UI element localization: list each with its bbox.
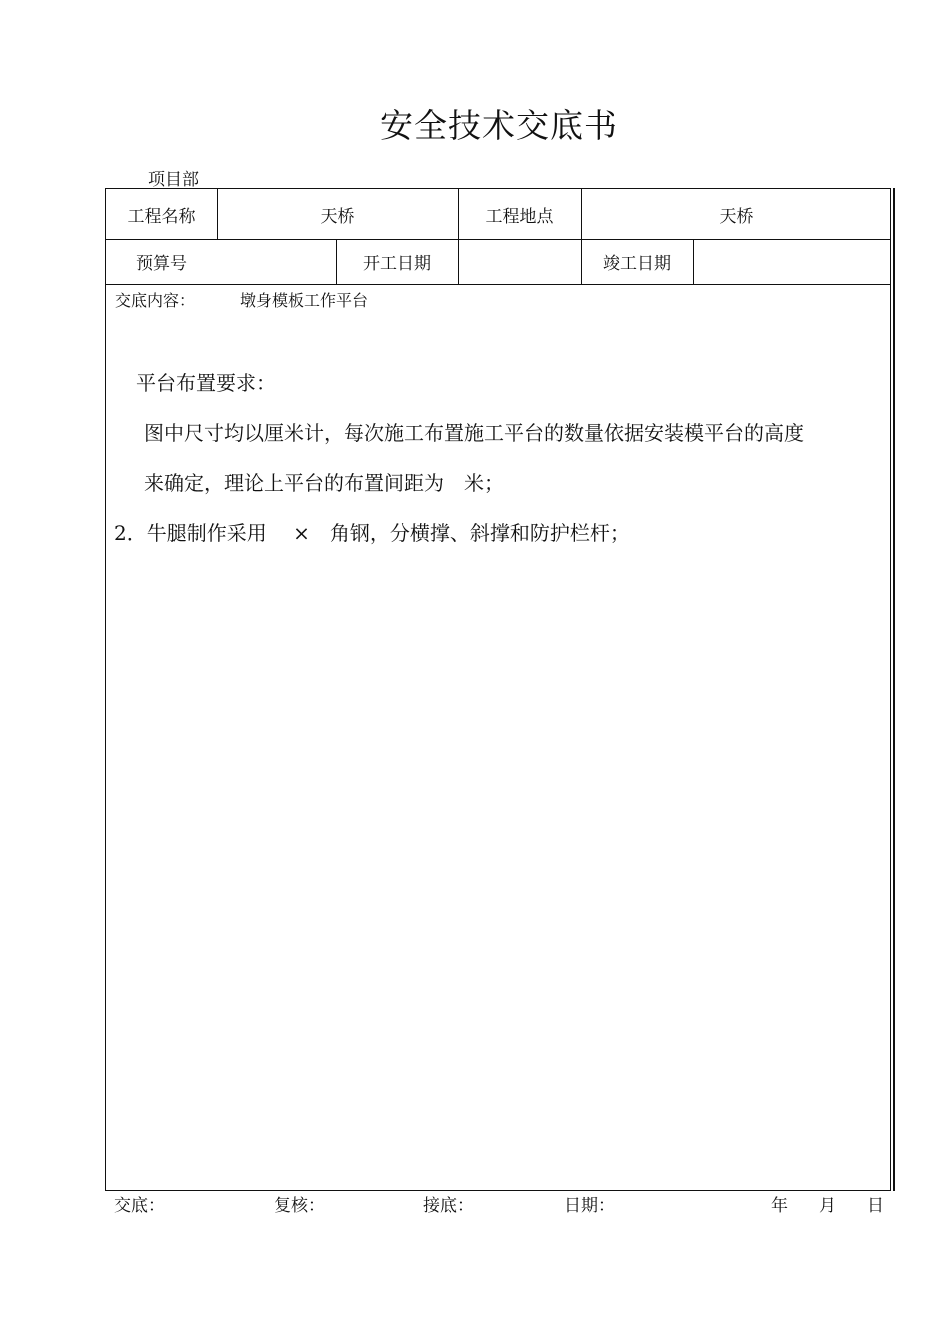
date-label: 日期： <box>564 1196 615 1216</box>
month-label: 月 <box>819 1196 836 1216</box>
year-label: 年 <box>771 1196 788 1216</box>
department-label: 项目部 <box>148 170 199 190</box>
day-label: 日 <box>867 1196 884 1216</box>
disclosure-form <box>105 188 891 1191</box>
content-heading: 平台布置要求： <box>136 371 276 395</box>
content-label: 交底内容： <box>115 291 196 310</box>
project-name-label: 工程名称 <box>127 206 196 227</box>
receive-label: 接底： <box>423 1196 474 1216</box>
project-name-value[interactable]: 天桥 <box>320 206 355 227</box>
project-location-value[interactable]: 天桥 <box>719 206 754 227</box>
budget-number-label: 预算号 <box>136 254 187 274</box>
review-label: 复核： <box>274 1196 325 1216</box>
sheet-edge <box>893 188 895 1191</box>
start-date-label: 开工日期 <box>363 254 431 274</box>
project-location-label: 工程地点 <box>485 206 554 227</box>
completion-date-value[interactable] <box>693 239 892 284</box>
content-line-2: 来确定，理论上平台的布置间距为 米； <box>144 471 504 495</box>
budget-number-value[interactable] <box>217 239 336 284</box>
start-date-value[interactable] <box>458 239 581 284</box>
completion-date-label: 竣工日期 <box>603 254 671 274</box>
content-line-1: 图中尺寸均以厘米计，每次施工布置施工平台的数量依据安装模平台的高度 <box>144 421 804 445</box>
content-line-3: 2．牛腿制作采用 × 角钢，分横撑、斜撑和防护栏杆； <box>114 521 630 545</box>
content-topic: 墩身模板工作平台 <box>240 291 369 310</box>
handover-label: 交底： <box>114 1196 165 1216</box>
row-divider-2 <box>106 284 890 285</box>
document-title: 安全技术交底书 <box>380 106 618 145</box>
